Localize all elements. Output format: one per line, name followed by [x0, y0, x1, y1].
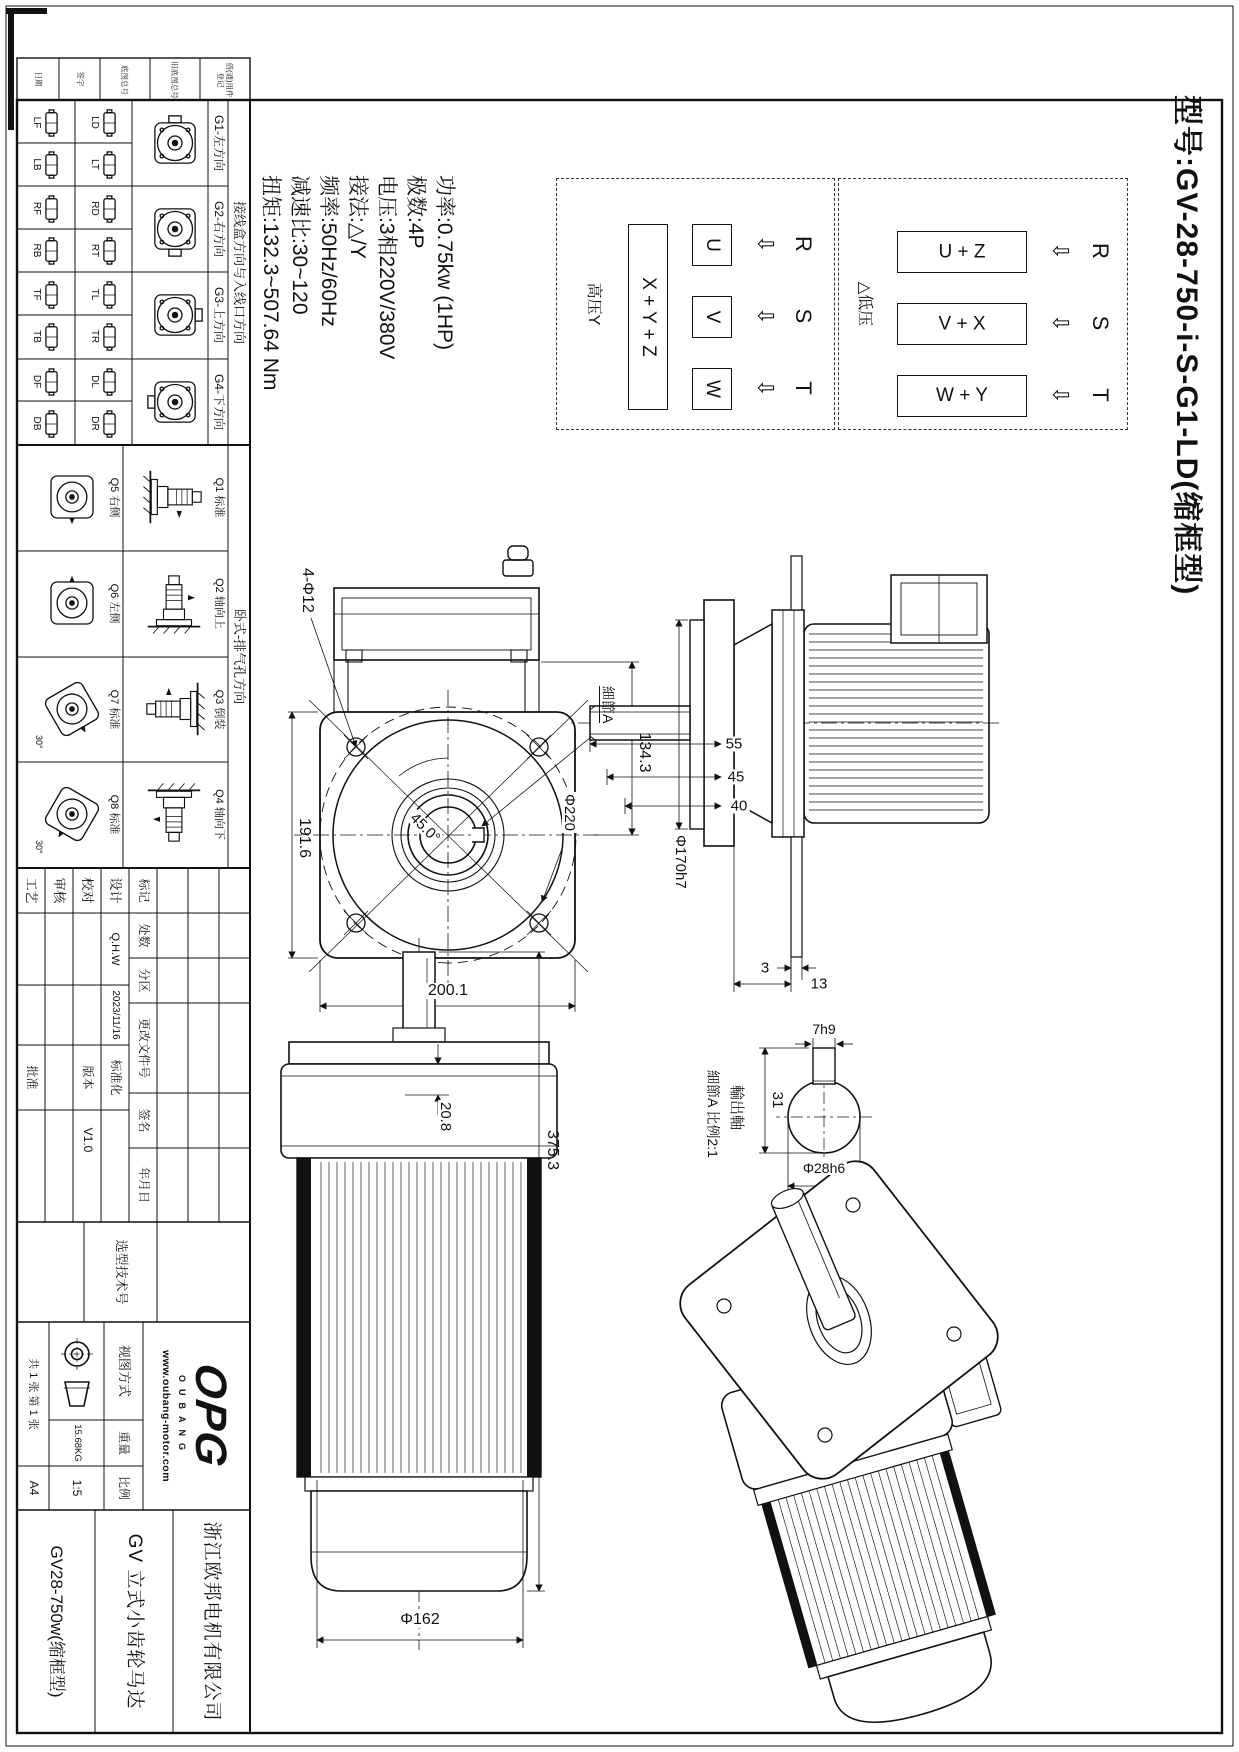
border-strip-reuse: 借(通)用件登记: [216, 62, 234, 98]
junction-cell: RF: [19, 188, 73, 229]
oubang-logo-letters: OUBANG: [177, 1375, 188, 1457]
angle-note: 30°: [34, 840, 44, 854]
view-method-label: 视图方式: [116, 1344, 132, 1397]
junction-cell: LF: [19, 102, 73, 143]
junction-box-icon: [44, 281, 61, 309]
junction-dir-g2: G2-右方向: [211, 200, 226, 257]
detail-caption: 細節A 比例2:1: [705, 1070, 721, 1158]
down-arrow-icon: ⇩: [1047, 385, 1073, 405]
process-label: 工艺: [24, 877, 40, 904]
junction-cell: RD: [77, 188, 131, 229]
dim-shaft-45: 45: [727, 768, 745, 786]
vent-table-title: 卧式-排气孔方向: [232, 608, 248, 705]
tech-no-label: 选型技术号: [113, 1239, 129, 1305]
weight-value: 15.68KG: [71, 1424, 83, 1462]
junction-cell: RB: [19, 230, 73, 271]
phase-s-label: S: [1087, 315, 1113, 331]
junction-box-icon: [102, 368, 119, 396]
dim-overall-length: 375.3: [543, 1129, 561, 1171]
spec-connection: 接法:△/Y: [346, 175, 369, 259]
junction-cell: TR: [77, 316, 131, 357]
check-label: 校对: [80, 877, 96, 904]
junction-cell: DL: [77, 361, 131, 402]
drawing-number: GV28-750w(缩框型): [46, 1545, 66, 1698]
phase-t-label: T: [790, 381, 816, 395]
phase-t-label: T: [1087, 388, 1113, 402]
vent-label-q3: Q3 倒装: [212, 689, 225, 730]
dim-bolt-holes: 4-Φ12: [299, 568, 316, 613]
dim-offset: 134.3: [636, 732, 654, 773]
dim-depth-13: 13: [810, 975, 828, 993]
spec-poles: 极数:4P: [404, 175, 427, 249]
terminal-box-v: V: [692, 296, 732, 338]
junction-cell: TB: [19, 316, 73, 357]
rev-col-zone: 分区: [136, 968, 151, 993]
terminal-box-wy: W + Y: [897, 375, 1027, 417]
rev-col-docno: 更改文件号: [136, 1017, 151, 1078]
opg-logo: [143, 1322, 250, 1510]
high-voltage-label: 高压Y: [585, 282, 603, 326]
rev-col-mark: 标记: [136, 878, 151, 903]
first-angle-symbol-icon: [57, 1338, 97, 1410]
paper-size: A4: [26, 1480, 41, 1496]
junction-cell: TL: [77, 274, 131, 315]
border-strip-sign: 签字: [75, 71, 85, 87]
vent-label-q6: Q6 左侧: [107, 583, 120, 624]
rev-col-count: 处数: [136, 923, 151, 948]
motor-side-icon: [141, 575, 207, 631]
dim-shaft-55: 55: [725, 735, 743, 753]
motor-side-icon: [141, 469, 207, 525]
dim-bolt-circle: Φ220: [561, 794, 578, 831]
terminal-box-u: U: [692, 224, 732, 266]
vent-label-q8: Q8 标准: [107, 794, 120, 835]
dim-step: 20.8: [437, 1102, 454, 1132]
angle-note: 30°: [34, 735, 44, 749]
dim-front-width: 191.6: [296, 817, 314, 859]
dim-body-od: Φ162: [400, 1611, 440, 1628]
page-title: 型号:GV-28-750-i-S-G1-LD(缩框型): [1170, 95, 1203, 596]
star-bridge-box: X + Y + Z: [628, 224, 668, 410]
opg-logo-text: OPG: [186, 1360, 236, 1472]
junction-cell: LB: [19, 144, 73, 185]
version-label: 版本: [80, 1065, 95, 1090]
detail-name: 輸出軸: [728, 1085, 745, 1131]
dim-angle: 45.0°: [406, 809, 444, 847]
junction-box-icon: [102, 323, 119, 351]
dim-over-key: 31: [768, 1091, 786, 1109]
motor-side-icon: [141, 681, 207, 737]
border-strip-date: 日期: [34, 71, 44, 87]
scale-label: 比例: [117, 1475, 132, 1500]
junction-cell: LT: [77, 144, 131, 185]
motor-face-icon: [147, 115, 203, 171]
motor-face-icon: [147, 374, 203, 430]
company-name: 浙江欧邦电机有限公司: [201, 1521, 223, 1722]
spec-ratio: 减速比:30~120: [288, 175, 311, 315]
down-arrow-icon: ⇩: [752, 306, 778, 326]
vent-label-q7: Q7 标准: [107, 689, 120, 730]
junction-box-icon: [44, 368, 61, 396]
junction-box-icon: [102, 195, 119, 223]
junction-box-icon: [44, 109, 61, 137]
front-view-drawing: [288, 546, 639, 1012]
dim-shaft-dia: Φ28h6: [802, 1160, 846, 1176]
junction-dir-g4: G4-下方向: [211, 373, 226, 430]
motor-face-icon: [147, 201, 203, 257]
design-signature: Q.H.W: [109, 932, 122, 966]
audit-label: 审核: [52, 877, 68, 904]
terminal-box-uz: U + Z: [897, 231, 1027, 273]
low-voltage-label: △低压: [856, 281, 874, 327]
detail-callout: 細節A: [600, 686, 616, 724]
border-strip-no: 底图总号: [120, 65, 130, 95]
junction-box-icon: [44, 323, 61, 351]
rev-col-sign: 签名: [136, 1108, 151, 1133]
junction-box-icon: [102, 237, 119, 265]
motor-side-icon: [141, 786, 207, 842]
dim-front-height: 200.1: [427, 982, 469, 999]
approve-label: 批准: [24, 1065, 39, 1090]
dim-key-width: 7h9: [812, 1021, 836, 1037]
junction-box-icon: [44, 151, 61, 179]
junction-cell: DR: [77, 403, 131, 444]
version-value: V1.0: [80, 1127, 95, 1153]
design-label: 设计: [108, 877, 124, 904]
weight-label: 重量: [117, 1430, 132, 1455]
vertical-view-drawing: [281, 938, 557, 1650]
junction-box-icon: [102, 151, 119, 179]
vent-label-q5: Q5 右侧: [107, 477, 120, 518]
terminal-box-vx: V + X: [897, 303, 1027, 345]
phase-s-label: S: [790, 308, 816, 324]
dim-spigot: Φ170h7: [672, 835, 689, 889]
down-arrow-icon: ⇩: [1047, 241, 1073, 261]
phase-r-label: R: [1087, 243, 1113, 259]
down-arrow-icon: ⇩: [752, 234, 778, 254]
junction-cell: DB: [19, 403, 73, 444]
junction-cell: RT: [77, 230, 131, 271]
down-arrow-icon: ⇩: [1047, 313, 1073, 333]
face-view-icon: [44, 469, 100, 525]
dim-shaft-40: 40: [730, 797, 748, 815]
face-view-icon: [44, 575, 100, 631]
dim-gap-3: 3: [760, 959, 770, 977]
junction-cell: DF: [19, 361, 73, 402]
border-strip-old-no: 旧底图总号: [170, 61, 180, 99]
terminal-box-w: W: [692, 368, 732, 410]
spec-torque: 扭矩:132.3~507.64 Nm: [259, 175, 282, 391]
vent-label-q1: Q1 标准: [212, 477, 225, 518]
junction-dir-g3: G3-上方向: [211, 286, 226, 343]
junction-box-icon: [102, 109, 119, 137]
junction-cell: TF: [19, 274, 73, 315]
isometric-view-drawing: [671, 1152, 1076, 1745]
face-view-icon: [44, 681, 100, 737]
standardize-label: 标准化: [108, 1059, 123, 1096]
junction-box-icon: [102, 410, 119, 438]
motor-face-icon: [147, 287, 203, 343]
junction-cell: LD: [77, 102, 131, 143]
scale-value: 1:5: [70, 1479, 85, 1497]
wiring-diagram-high-voltage: [556, 178, 835, 430]
spec-voltage: 电压:3相220V/380V: [375, 175, 398, 360]
junction-table-title: 接线盒方向与入线口方向: [232, 200, 248, 344]
design-date: 2023/11/16: [109, 990, 121, 1040]
down-arrow-icon: ⇩: [752, 378, 778, 398]
junction-dir-g1: G1-左方向: [211, 114, 226, 171]
spec-power: 功率:0.75kw (1HP): [433, 175, 456, 351]
company-url: www.oubang-motor.com: [160, 1349, 173, 1483]
product-name: GV 立式小齿轮马达: [123, 1533, 145, 1710]
sheet-count: 共 1 张 第 1 张: [27, 1358, 40, 1430]
junction-box-icon: [102, 281, 119, 309]
rev-col-date: 年月日: [136, 1166, 151, 1203]
phase-r-label: R: [790, 236, 816, 252]
vent-label-q4: Q4 轴向下: [212, 789, 225, 840]
junction-box-icon: [44, 237, 61, 265]
vent-label-q2: Q2 轴向上: [212, 578, 225, 629]
spec-frequency: 频率:50Hz/60Hz: [317, 175, 340, 327]
face-view-icon: [44, 786, 100, 842]
wiring-diagram-low-voltage: [838, 178, 1128, 430]
junction-box-icon: [44, 195, 61, 223]
junction-box-icon: [44, 410, 61, 438]
